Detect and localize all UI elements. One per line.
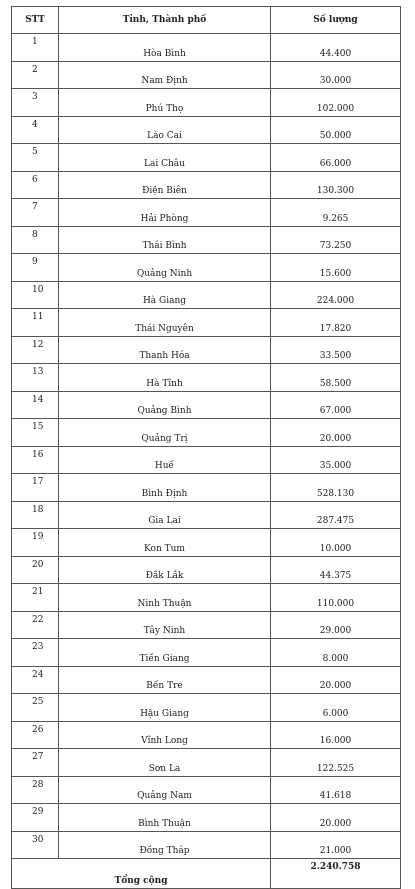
row-stt: 23 [12, 639, 59, 667]
row-quantity: 102.000 [271, 89, 401, 117]
row-stt: 3 [12, 89, 59, 117]
row-stt: 26 [12, 721, 59, 749]
row-quantity: 50.000 [271, 116, 401, 144]
table-row [12, 666, 401, 694]
row-province: Thanh Hóa [59, 336, 271, 364]
table-row [12, 584, 401, 612]
row-province: Tây Ninh [59, 611, 271, 639]
row-quantity: 10.000 [271, 529, 401, 557]
row-stt: 21 [12, 584, 59, 612]
table-row [12, 529, 401, 557]
row-quantity: 16.000 [271, 721, 401, 749]
table-row [12, 309, 401, 337]
row-stt: 10 [12, 281, 59, 309]
table-row [12, 501, 401, 529]
row-province: Đắk Lắk [59, 556, 271, 584]
table-row [12, 364, 401, 392]
province-quantity-table [11, 6, 401, 889]
row-stt: 16 [12, 446, 59, 474]
table-row [12, 281, 401, 309]
row-quantity: 287.475 [271, 501, 401, 529]
table-row [12, 556, 401, 584]
row-province: Lai Châu [59, 144, 271, 172]
table-row [12, 61, 401, 89]
row-province: Bến Tre [59, 666, 271, 694]
row-province: Đồng Tháp [59, 831, 271, 859]
row-stt: 24 [12, 666, 59, 694]
row-stt: 5 [12, 144, 59, 172]
row-province: Bình Thuận [59, 804, 271, 832]
table-row [12, 804, 401, 832]
row-quantity: 41.618 [271, 776, 401, 804]
table-row [12, 721, 401, 749]
row-province: Huế [59, 446, 271, 474]
table-row [12, 611, 401, 639]
row-stt: 25 [12, 694, 59, 722]
row-quantity: 67.000 [271, 391, 401, 419]
table-row [12, 694, 401, 722]
total-label: Tổng cộng [12, 859, 271, 889]
row-stt: 18 [12, 501, 59, 529]
row-province: Hà Giang [59, 281, 271, 309]
row-stt: 4 [12, 116, 59, 144]
table-row [12, 254, 401, 282]
row-quantity: 30.000 [271, 61, 401, 89]
row-quantity: 17.820 [271, 309, 401, 337]
total-value: 2.240.758 [271, 859, 401, 889]
table-row [12, 171, 401, 199]
table-row [12, 831, 401, 859]
row-stt: 22 [12, 611, 59, 639]
row-stt: 28 [12, 776, 59, 804]
row-quantity: 15.600 [271, 254, 401, 282]
row-province: Nam Định [59, 61, 271, 89]
row-stt: 14 [12, 391, 59, 419]
row-quantity: 6.000 [271, 694, 401, 722]
table-row [12, 34, 401, 62]
header-province: Tỉnh, Thành phố [59, 7, 271, 34]
row-province: Ninh Thuận [59, 584, 271, 612]
row-province: Phú Thọ [59, 89, 271, 117]
row-stt: 2 [12, 61, 59, 89]
row-quantity: 66.000 [271, 144, 401, 172]
table-row [12, 116, 401, 144]
table-row [12, 639, 401, 667]
row-province: Quảng Trị [59, 419, 271, 447]
row-province: Lào Cai [59, 116, 271, 144]
row-quantity: 20.000 [271, 804, 401, 832]
row-quantity: 20.000 [271, 666, 401, 694]
table-row [12, 89, 401, 117]
table-row [12, 391, 401, 419]
row-stt: 15 [12, 419, 59, 447]
row-stt: 13 [12, 364, 59, 392]
table-row [12, 749, 401, 777]
row-stt: 9 [12, 254, 59, 282]
row-province: Tiền Giang [59, 639, 271, 667]
row-quantity: 44.375 [271, 556, 401, 584]
table-row [12, 776, 401, 804]
row-stt: 6 [12, 171, 59, 199]
row-quantity: 58.500 [271, 364, 401, 392]
row-quantity: 9.265 [271, 199, 401, 227]
row-stt: 11 [12, 309, 59, 337]
total-row [12, 859, 401, 889]
row-province: Hà Tĩnh [59, 364, 271, 392]
row-province: Kon Tum [59, 529, 271, 557]
row-stt: 7 [12, 199, 59, 227]
table-row [12, 144, 401, 172]
row-province: Hòa Bình [59, 34, 271, 62]
row-stt: 12 [12, 336, 59, 364]
row-stt: 17 [12, 474, 59, 502]
row-province: Sơn La [59, 749, 271, 777]
row-quantity: 33.500 [271, 336, 401, 364]
row-quantity: 528.130 [271, 474, 401, 502]
row-quantity: 130.300 [271, 171, 401, 199]
table-row [12, 336, 401, 364]
row-stt: 19 [12, 529, 59, 557]
table-row [12, 419, 401, 447]
row-province: Hải Phòng [59, 199, 271, 227]
row-quantity: 20.000 [271, 419, 401, 447]
row-province: Điện Biên [59, 171, 271, 199]
row-province: Vĩnh Long [59, 721, 271, 749]
table-row [12, 199, 401, 227]
row-province: Gia Lai [59, 501, 271, 529]
row-quantity: 8.000 [271, 639, 401, 667]
table-header-row [12, 7, 401, 34]
row-province: Quảng Nam [59, 776, 271, 804]
row-quantity: 44.400 [271, 34, 401, 62]
row-quantity: 21.000 [271, 831, 401, 859]
row-quantity: 73.250 [271, 226, 401, 254]
row-stt: 29 [12, 804, 59, 832]
row-stt: 20 [12, 556, 59, 584]
row-province: Quảng Bình [59, 391, 271, 419]
header-quantity: Số lượng [271, 7, 401, 34]
row-quantity: 35.000 [271, 446, 401, 474]
row-quantity: 224.000 [271, 281, 401, 309]
table-row [12, 226, 401, 254]
row-province: Hậu Giang [59, 694, 271, 722]
row-stt: 8 [12, 226, 59, 254]
table-row [12, 474, 401, 502]
header-stt: STT [12, 7, 59, 34]
row-province: Quảng Ninh [59, 254, 271, 282]
table-body [12, 34, 401, 859]
row-quantity: 29.000 [271, 611, 401, 639]
row-province: Bình Định [59, 474, 271, 502]
row-stt: 1 [12, 34, 59, 62]
row-province: Thái Bình [59, 226, 271, 254]
row-quantity: 110.000 [271, 584, 401, 612]
row-province: Thái Nguyên [59, 309, 271, 337]
row-quantity: 122.525 [271, 749, 401, 777]
row-stt: 27 [12, 749, 59, 777]
row-stt: 30 [12, 831, 59, 859]
table-row [12, 446, 401, 474]
